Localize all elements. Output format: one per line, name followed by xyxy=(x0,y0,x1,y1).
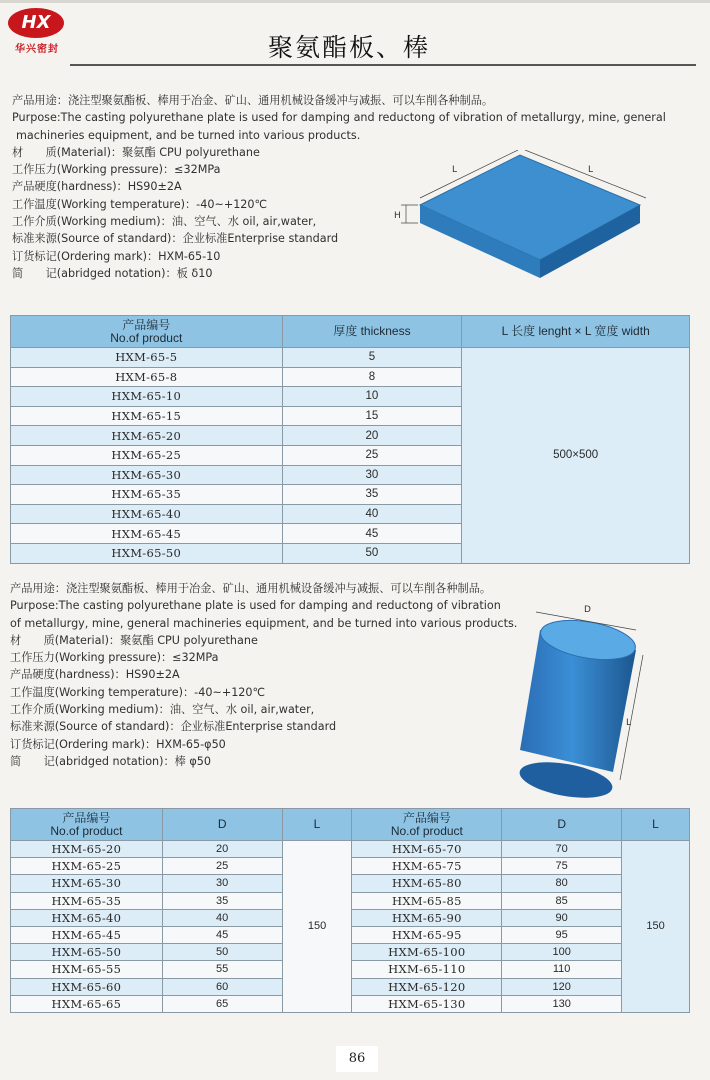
rod-illustration xyxy=(508,600,658,800)
thickness-cell: 5 xyxy=(282,348,462,368)
spec-purpose: Purpose:The casting polyurethane plate is used for damping and reductong of vibration of metallurgy, mine, general xyxy=(12,111,666,125)
title-divider xyxy=(70,64,696,66)
product-number-cell: HXM-65-50 xyxy=(11,944,163,961)
spec-ordering: 订货标记(Ordering mark)：HXM-65-10 xyxy=(12,249,221,263)
plate-dim-h: H xyxy=(394,211,401,221)
col-l-right: L xyxy=(622,809,690,841)
col-l-left: L xyxy=(282,809,352,841)
spec-temperature: 工作温度(Working temperature)：-40~+120℃ xyxy=(10,685,266,699)
spec-material: 材 质(Material)：聚氨酯 CPU polyurethane xyxy=(12,145,260,159)
spec-pressure: 工作压力(Working pressure)：≤32MPa xyxy=(10,651,219,665)
page-number: 86 xyxy=(336,1046,378,1072)
col-d-left: D xyxy=(162,809,282,841)
product-number-cell: HXM-65-100 xyxy=(352,944,502,961)
spec-hardness: 产品硬度(hardness)：HS90±2A xyxy=(10,668,180,682)
product-number-cell: HXM-65-30 xyxy=(11,875,163,892)
diameter-cell: 20 xyxy=(162,841,282,858)
thickness-cell: 40 xyxy=(282,504,462,524)
length-cell: 150 xyxy=(282,841,352,1013)
plate-table xyxy=(10,315,690,564)
product-number-cell: HXM-65-110 xyxy=(352,961,502,978)
diameter-cell: 130 xyxy=(502,995,622,1012)
spec-ordering: 订货标记(Ordering mark)：HXM-65-φ50 xyxy=(10,737,226,751)
rod-specifications xyxy=(10,580,517,770)
product-number-cell: HXM-65-15 xyxy=(11,406,283,426)
diameter-cell: 100 xyxy=(502,944,622,961)
plate-table-header xyxy=(11,316,690,348)
col-size: L 长度 lenght × L 宽度 width xyxy=(462,316,690,348)
spec-abridged: 简 记(abridged notation)：板 δ10 xyxy=(12,266,213,280)
logo-badge: HX xyxy=(8,8,64,38)
spec-standard: 标准来源(Source of standard)：企业标准Enterprise standard xyxy=(12,232,339,246)
product-number-cell: HXM-65-30 xyxy=(11,465,283,485)
plate-dim-l2: L xyxy=(588,165,594,175)
col-product-no-left: 产品编号 No.of product xyxy=(11,809,163,841)
diameter-cell: 75 xyxy=(502,858,622,875)
diameter-cell: 90 xyxy=(502,909,622,926)
col-product-no: 产品编号 No.of product xyxy=(11,316,283,348)
rod-table xyxy=(10,808,690,1013)
thickness-cell: 45 xyxy=(282,524,462,544)
plate-dim-l1: L xyxy=(452,165,458,175)
spec-medium: 工作介质(Working medium)：油、空气、水 oil, air,water, xyxy=(12,215,317,229)
product-number-cell: HXM-65-75 xyxy=(352,858,502,875)
product-number-cell: HXM-65-5 xyxy=(11,348,283,368)
diameter-cell: 60 xyxy=(162,978,282,995)
diameter-cell: 25 xyxy=(162,858,282,875)
length-cell: 150 xyxy=(622,841,690,1013)
product-number-cell: HXM-65-130 xyxy=(352,995,502,1012)
thickness-cell: 8 xyxy=(282,367,462,387)
diameter-cell: 45 xyxy=(162,926,282,943)
diameter-cell: 110 xyxy=(502,961,622,978)
diameter-cell: 80 xyxy=(502,875,622,892)
product-number-cell: HXM-65-45 xyxy=(11,524,283,544)
table-row xyxy=(11,348,690,368)
spec-usage-cn: 产品用途：浇注型聚氨酯板、棒用于冶金、矿山、通用机械设备缓冲与减振、可以车削各种制品。 xyxy=(12,94,494,107)
product-number-cell: HXM-65-40 xyxy=(11,504,283,524)
thickness-cell: 10 xyxy=(282,387,462,407)
product-number-cell: HXM-65-25 xyxy=(11,445,283,465)
product-number-cell: HXM-65-55 xyxy=(11,961,163,978)
product-number-cell: HXM-65-35 xyxy=(11,892,163,909)
plate-illustration xyxy=(390,150,660,285)
col-d-right: D xyxy=(502,809,622,841)
product-number-cell: HXM-65-8 xyxy=(11,367,283,387)
logo-caption: 华兴密封 xyxy=(15,44,59,55)
spec-standard: 标准来源(Source of standard)：企业标准Enterprise standard xyxy=(10,720,337,734)
product-number-cell: HXM-65-20 xyxy=(11,841,163,858)
diameter-cell: 35 xyxy=(162,892,282,909)
table-row xyxy=(11,841,690,858)
spec-purpose: Purpose:The casting polyurethane plate is used for damping and reductong of vibration xyxy=(10,599,501,613)
diameter-cell: 70 xyxy=(502,841,622,858)
spec-purpose-cont: of metallurgy, mine, general machineries equipment, and be turned into various products. xyxy=(10,616,518,630)
thickness-cell: 25 xyxy=(282,445,462,465)
product-number-cell: HXM-65-60 xyxy=(11,978,163,995)
diameter-cell: 40 xyxy=(162,909,282,926)
col-thickness: 厚度 thickness xyxy=(282,316,462,348)
product-number-cell: HXM-65-70 xyxy=(352,841,502,858)
diameter-cell: 55 xyxy=(162,961,282,978)
spec-medium: 工作介质(Working medium)：油、空气、水 oil, air,water, xyxy=(10,703,315,717)
product-number-cell: HXM-65-45 xyxy=(11,926,163,943)
spec-temperature: 工作温度(Working temperature)：-40~+120℃ xyxy=(12,197,268,211)
diameter-cell: 65 xyxy=(162,995,282,1012)
thickness-cell: 15 xyxy=(282,406,462,426)
product-number-cell: HXM-65-120 xyxy=(352,978,502,995)
spec-purpose-cont: machineries equipment, and be turned into various products. xyxy=(16,128,361,142)
rod-table-header xyxy=(11,809,690,841)
rod-dim-d: D xyxy=(584,605,591,615)
spec-abridged: 简 记(abridged notation)：棒 φ50 xyxy=(10,754,212,768)
spec-usage-cn: 产品用途：浇注型聚氨酯板、棒用于冶金、矿山、通用机械设备缓冲与减振、可以车削各种制品。 xyxy=(10,582,492,595)
rod-dim-l: L xyxy=(626,718,632,728)
diameter-cell: 30 xyxy=(162,875,282,892)
product-number-cell: HXM-65-20 xyxy=(11,426,283,446)
product-number-cell: HXM-65-40 xyxy=(11,909,163,926)
col-product-no-right: 产品编号 No.of product xyxy=(352,809,502,841)
product-number-cell: HXM-65-35 xyxy=(11,485,283,505)
spec-material: 材 质(Material)：聚氨酯 CPU polyurethane xyxy=(10,633,258,647)
thickness-cell: 20 xyxy=(282,426,462,446)
product-number-cell: HXM-65-80 xyxy=(352,875,502,892)
diameter-cell: 95 xyxy=(502,926,622,943)
thickness-cell: 50 xyxy=(282,543,462,563)
page-title: 聚氨酯板、棒 xyxy=(268,33,431,62)
diameter-cell: 85 xyxy=(502,892,622,909)
top-border xyxy=(0,0,710,3)
size-cell: 500×500 xyxy=(462,348,690,564)
product-number-cell: HXM-65-10 xyxy=(11,387,283,407)
product-number-cell: HXM-65-85 xyxy=(352,892,502,909)
product-number-cell: HXM-65-95 xyxy=(352,926,502,943)
thickness-cell: 35 xyxy=(282,485,462,505)
diameter-cell: 120 xyxy=(502,978,622,995)
product-number-cell: HXM-65-90 xyxy=(352,909,502,926)
product-number-cell: HXM-65-25 xyxy=(11,858,163,875)
spec-pressure: 工作压力(Working pressure)：≤32MPa xyxy=(12,163,221,177)
product-number-cell: HXM-65-50 xyxy=(11,543,283,563)
spec-hardness: 产品硬度(hardness)：HS90±2A xyxy=(12,180,182,194)
product-number-cell: HXM-65-65 xyxy=(11,995,163,1012)
thickness-cell: 30 xyxy=(282,465,462,485)
diameter-cell: 50 xyxy=(162,944,282,961)
company-logo xyxy=(8,8,66,56)
